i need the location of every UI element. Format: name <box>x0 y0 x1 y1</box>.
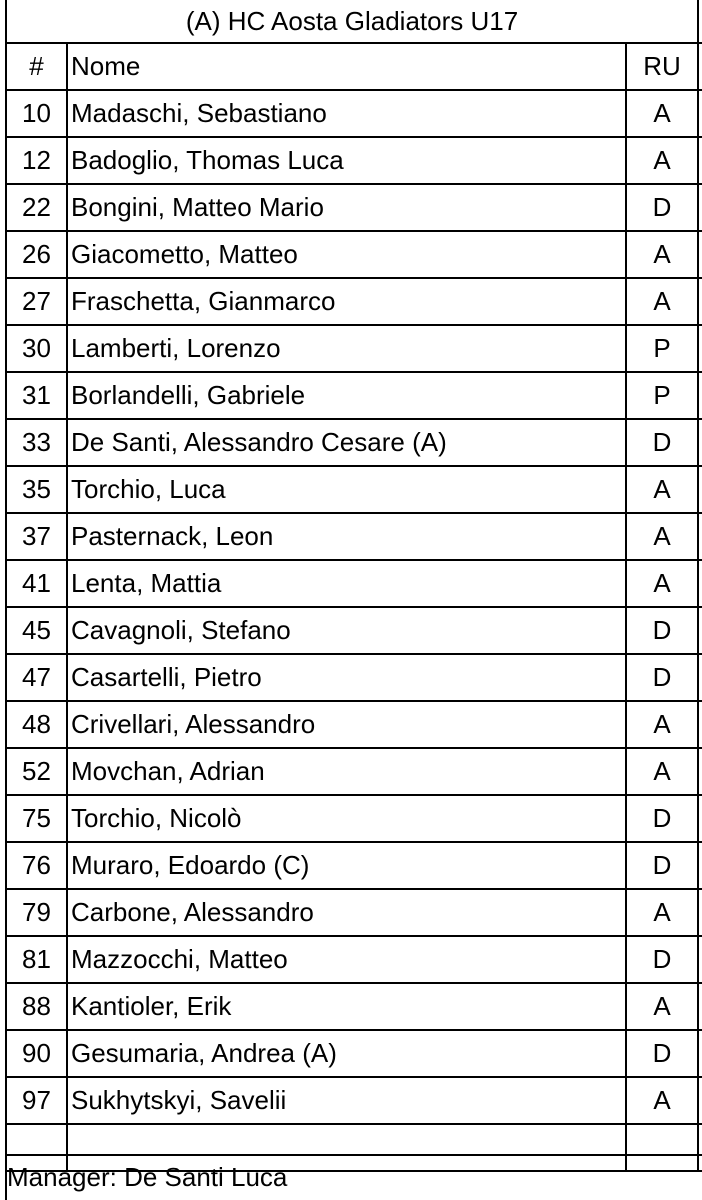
player-number: 37 <box>6 513 67 560</box>
player-row <box>6 466 702 513</box>
player-name: Cavagnoli, Stefano <box>67 607 626 654</box>
player-name: Mazzocchi, Matteo <box>67 936 626 983</box>
player-row <box>6 983 702 1030</box>
column-header-number: # <box>6 43 67 90</box>
player-number: 79 <box>6 889 67 936</box>
player-pad-cell <box>698 325 702 372</box>
column-header-name: Nome <box>67 43 626 90</box>
player-number: 90 <box>6 1030 67 1077</box>
player-pad-cell <box>698 654 702 701</box>
player-name: Fraschetta, Gianmarco <box>67 278 626 325</box>
title-pad-cell <box>698 0 702 43</box>
player-row <box>6 372 702 419</box>
player-pad-cell <box>698 842 702 889</box>
player-name: Sukhytskyi, Savelii <box>67 1077 626 1124</box>
player-role: A <box>626 278 698 325</box>
player-name: Borlandelli, Gabriele <box>67 372 626 419</box>
player-number: 27 <box>6 278 67 325</box>
player-number: 45 <box>6 607 67 654</box>
player-row <box>6 936 702 983</box>
player-role: D <box>626 842 698 889</box>
column-header-role: RU <box>626 43 698 90</box>
player-name: Movchan, Adrian <box>67 748 626 795</box>
player-name: Muraro, Edoardo (C) <box>67 842 626 889</box>
player-number: 22 <box>6 184 67 231</box>
player-row <box>6 419 702 466</box>
header-pad-cell <box>698 43 702 90</box>
player-pad-cell <box>698 701 702 748</box>
player-pad-cell <box>698 231 702 278</box>
player-row <box>6 560 702 607</box>
player-name: Kantioler, Erik <box>67 983 626 1030</box>
player-pad-cell <box>698 513 702 560</box>
player-pad-cell <box>698 372 702 419</box>
player-pad-cell <box>698 748 702 795</box>
player-role: P <box>626 325 698 372</box>
player-number: 52 <box>6 748 67 795</box>
player-row <box>6 137 702 184</box>
player-name: Lamberti, Lorenzo <box>67 325 626 372</box>
player-role: D <box>626 654 698 701</box>
player-role: A <box>626 466 698 513</box>
player-row <box>6 1030 702 1077</box>
player-pad-cell <box>698 936 702 983</box>
player-number: 31 <box>6 372 67 419</box>
player-pad-cell <box>698 607 702 654</box>
player-role: D <box>626 184 698 231</box>
player-number: 35 <box>6 466 67 513</box>
player-row <box>6 90 702 137</box>
player-row <box>6 513 702 560</box>
player-number: 48 <box>6 701 67 748</box>
player-name: Casartelli, Pietro <box>67 654 626 701</box>
player-name: Pasternack, Leon <box>67 513 626 560</box>
player-row <box>6 184 702 231</box>
player-role: A <box>626 1077 698 1124</box>
player-role: D <box>626 936 698 983</box>
player-row <box>6 701 702 748</box>
player-pad-cell <box>698 137 702 184</box>
player-pad-cell <box>698 184 702 231</box>
player-role: A <box>626 983 698 1030</box>
player-role: A <box>626 231 698 278</box>
player-name: Madaschi, Sebastiano <box>67 90 626 137</box>
player-row <box>6 231 702 278</box>
player-pad-cell <box>698 1077 702 1124</box>
player-row <box>6 795 702 842</box>
player-number: 88 <box>6 983 67 1030</box>
player-pad-cell <box>698 795 702 842</box>
player-pad-cell <box>698 560 702 607</box>
player-row <box>6 278 702 325</box>
player-number: 26 <box>6 231 67 278</box>
player-number: 12 <box>6 137 67 184</box>
player-name: Badoglio, Thomas Luca <box>67 137 626 184</box>
player-name: De Santi, Alessandro Cesare (A) <box>67 419 626 466</box>
player-role: A <box>626 513 698 560</box>
player-role: A <box>626 701 698 748</box>
player-role: A <box>626 748 698 795</box>
player-number: 41 <box>6 560 67 607</box>
player-number: 30 <box>6 325 67 372</box>
player-name: Gesumaria, Andrea (A) <box>67 1030 626 1077</box>
player-row <box>6 889 702 936</box>
player-pad-cell <box>698 1030 702 1077</box>
manager-footer: Manager: De Santi Luca <box>5 1154 702 1200</box>
roster-table <box>5 0 702 1172</box>
player-row <box>6 842 702 889</box>
player-role: D <box>626 419 698 466</box>
player-row <box>6 748 702 795</box>
player-number: 33 <box>6 419 67 466</box>
player-role: A <box>626 889 698 936</box>
player-row <box>6 607 702 654</box>
player-pad-cell <box>698 466 702 513</box>
player-number: 81 <box>6 936 67 983</box>
player-pad-cell <box>698 90 702 137</box>
title-row <box>6 0 702 43</box>
player-name: Torchio, Luca <box>67 466 626 513</box>
player-pad-cell <box>698 278 702 325</box>
player-row <box>6 654 702 701</box>
player-role: P <box>626 372 698 419</box>
player-role: A <box>626 560 698 607</box>
player-name: Giacometto, Matteo <box>67 231 626 278</box>
player-number: 10 <box>6 90 67 137</box>
player-row <box>6 325 702 372</box>
player-pad-cell <box>698 419 702 466</box>
header-row <box>6 43 702 90</box>
player-name: Lenta, Mattia <box>67 560 626 607</box>
player-number: 47 <box>6 654 67 701</box>
player-role: A <box>626 137 698 184</box>
player-row <box>6 1077 702 1124</box>
player-pad-cell <box>698 983 702 1030</box>
player-role: A <box>626 90 698 137</box>
roster-body <box>6 0 702 1171</box>
player-name: Torchio, Nicolò <box>67 795 626 842</box>
player-number: 76 <box>6 842 67 889</box>
player-role: D <box>626 607 698 654</box>
player-name: Bongini, Matteo Mario <box>67 184 626 231</box>
player-role: D <box>626 795 698 842</box>
player-name: Crivellari, Alessandro <box>67 701 626 748</box>
player-pad-cell <box>698 889 702 936</box>
player-name: Carbone, Alessandro <box>67 889 626 936</box>
player-number: 75 <box>6 795 67 842</box>
player-number: 97 <box>6 1077 67 1124</box>
team-title: (A) HC Aosta Gladiators U17 <box>6 0 698 43</box>
player-role: D <box>626 1030 698 1077</box>
